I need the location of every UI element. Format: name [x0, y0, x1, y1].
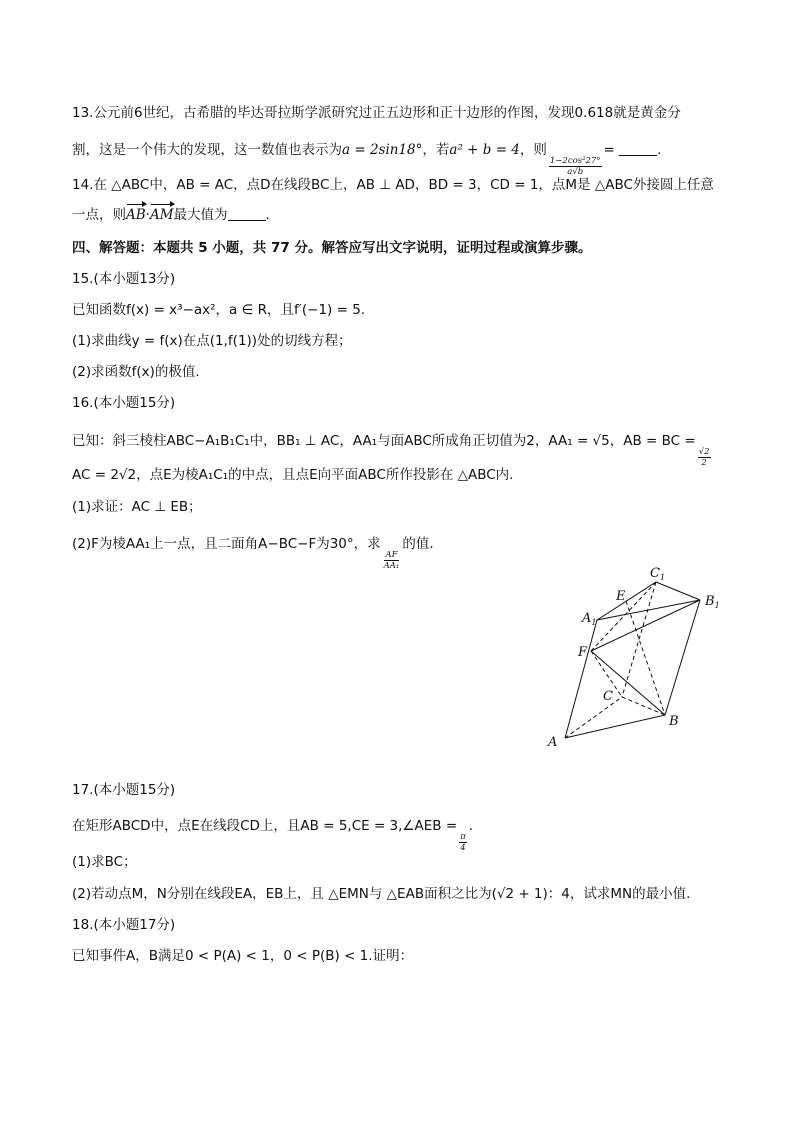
prism-figure	[530, 560, 730, 755]
edge-c-b	[622, 697, 665, 715]
edge-c1-b1	[656, 582, 700, 600]
answer-blank[interactable]	[619, 143, 657, 156]
q16-stem2: AC = 2√2，点E为棱A₁C₁的中点，且点E向平面ABC所作投影在 △ABC内.	[72, 467, 514, 483]
segment-f-b1	[591, 600, 700, 651]
q16-header: 16.(本小题15分)	[72, 395, 176, 411]
q15-part2: (2)求函数f(x)的极值.	[72, 364, 200, 380]
q17-part2: (2)若动点M，N分别在线段EA，EB上，且 △EMN与 △EAB面积之比为(√2 + 1)：4，试求MN的最小值.	[72, 886, 691, 902]
q18-stem: 已知事件A，B满足0 < P(A) < 1，0 < P(B) < 1.证明：	[72, 948, 414, 964]
q13-line1: 13.公元前6世纪，古希腊的毕达哥拉斯学派研究过正五边形和正十边形的作图，发现0.618就是黄金分	[72, 105, 681, 121]
edge-b1-b	[665, 600, 700, 715]
answer-blank[interactable]	[228, 208, 266, 221]
label-a1: $A_1$	[582, 611, 597, 627]
q15-stem: 已知函数f(x) = x³−ax²，a ∈ R，且f′(−1) = 5.	[72, 302, 366, 318]
q17-stem: 在矩形ABCD中，点E在线段CD上，且AB = 5,CE = 3,∠AEB = $\frac{\pi}{4}$ .	[72, 818, 474, 853]
vector-ab: AB	[126, 207, 146, 223]
label-f: F	[578, 645, 588, 660]
q17-header: 17.(本小题15分)	[72, 782, 176, 798]
label-c1: $C_1$	[650, 566, 666, 582]
q16-frac-sqrt2-over-2: $\frac{√2}{2}$	[698, 447, 710, 468]
q15-header: 15.(本小题13分)	[72, 271, 176, 287]
q14-line1: 14.在 △ABC中，AB = AC，点D在线段BC上，AB ⊥ AD，BD = 3，CD = 1，点M是 △ABC外接圆上任意	[72, 177, 714, 193]
q14-line2: 一点，则AB·AM最大值为 .	[72, 207, 270, 223]
q16-part1: (1)求证：AC ⊥ EB；	[72, 499, 202, 515]
q13-condition: a² + b = 4	[449, 142, 520, 158]
label-b: B	[669, 714, 679, 729]
edge-c1-c	[622, 582, 656, 697]
vector-am: AM	[149, 207, 174, 223]
q16-part2: (2)F为棱AA₁上一点，且二面角A−BC−F为30°，求 $\frac{AF}{\text{AA₁}}$ 的值.	[72, 536, 434, 571]
q16-stem1: 已知：斜三棱柱ABC−A₁B₁C₁中，BB₁ ⊥ AC，AA₁与面ABC所成角正切值为2，AA₁ = √5，AB = BC = $\frac{√2}{2}$	[72, 433, 710, 468]
label-e: E	[616, 589, 626, 604]
q17-frac-pi-over-4: $\frac{\pi}{4}$	[460, 832, 466, 853]
label-a: A	[548, 735, 558, 750]
q15-part1: (1)求曲线y = f(x)在点(1,f(1))处的切线方程；	[72, 333, 352, 349]
q13-line2: 割，这是一个伟大的发现，这一数值也表示为a = 2sin18°，若a² + b = 4，则 $\frac{\text{1−2cos²27°}}{a√b}$ = .	[72, 142, 662, 177]
edge-a-b	[565, 715, 665, 738]
q17-part1: (1)求BC；	[72, 854, 137, 870]
label-b1: $B_1$	[705, 594, 720, 610]
label-c: C	[603, 689, 613, 704]
edge-a1-a	[565, 620, 597, 738]
q13-fraction: $\frac{\text{1−2cos²27°}}{a√b}$	[549, 156, 601, 177]
q13-expr-a: a = 2sin18°	[342, 142, 423, 158]
section-title: 四、解答题：本题共 5 小题，共 77 分。解答应写出文字说明，证明过程或演算步骤。	[72, 240, 592, 256]
q18-header: 18.(本小题17分)	[72, 917, 176, 933]
q16-frac-af-aa1: $\frac{AF}{\text{AA₁}}$	[383, 550, 400, 571]
